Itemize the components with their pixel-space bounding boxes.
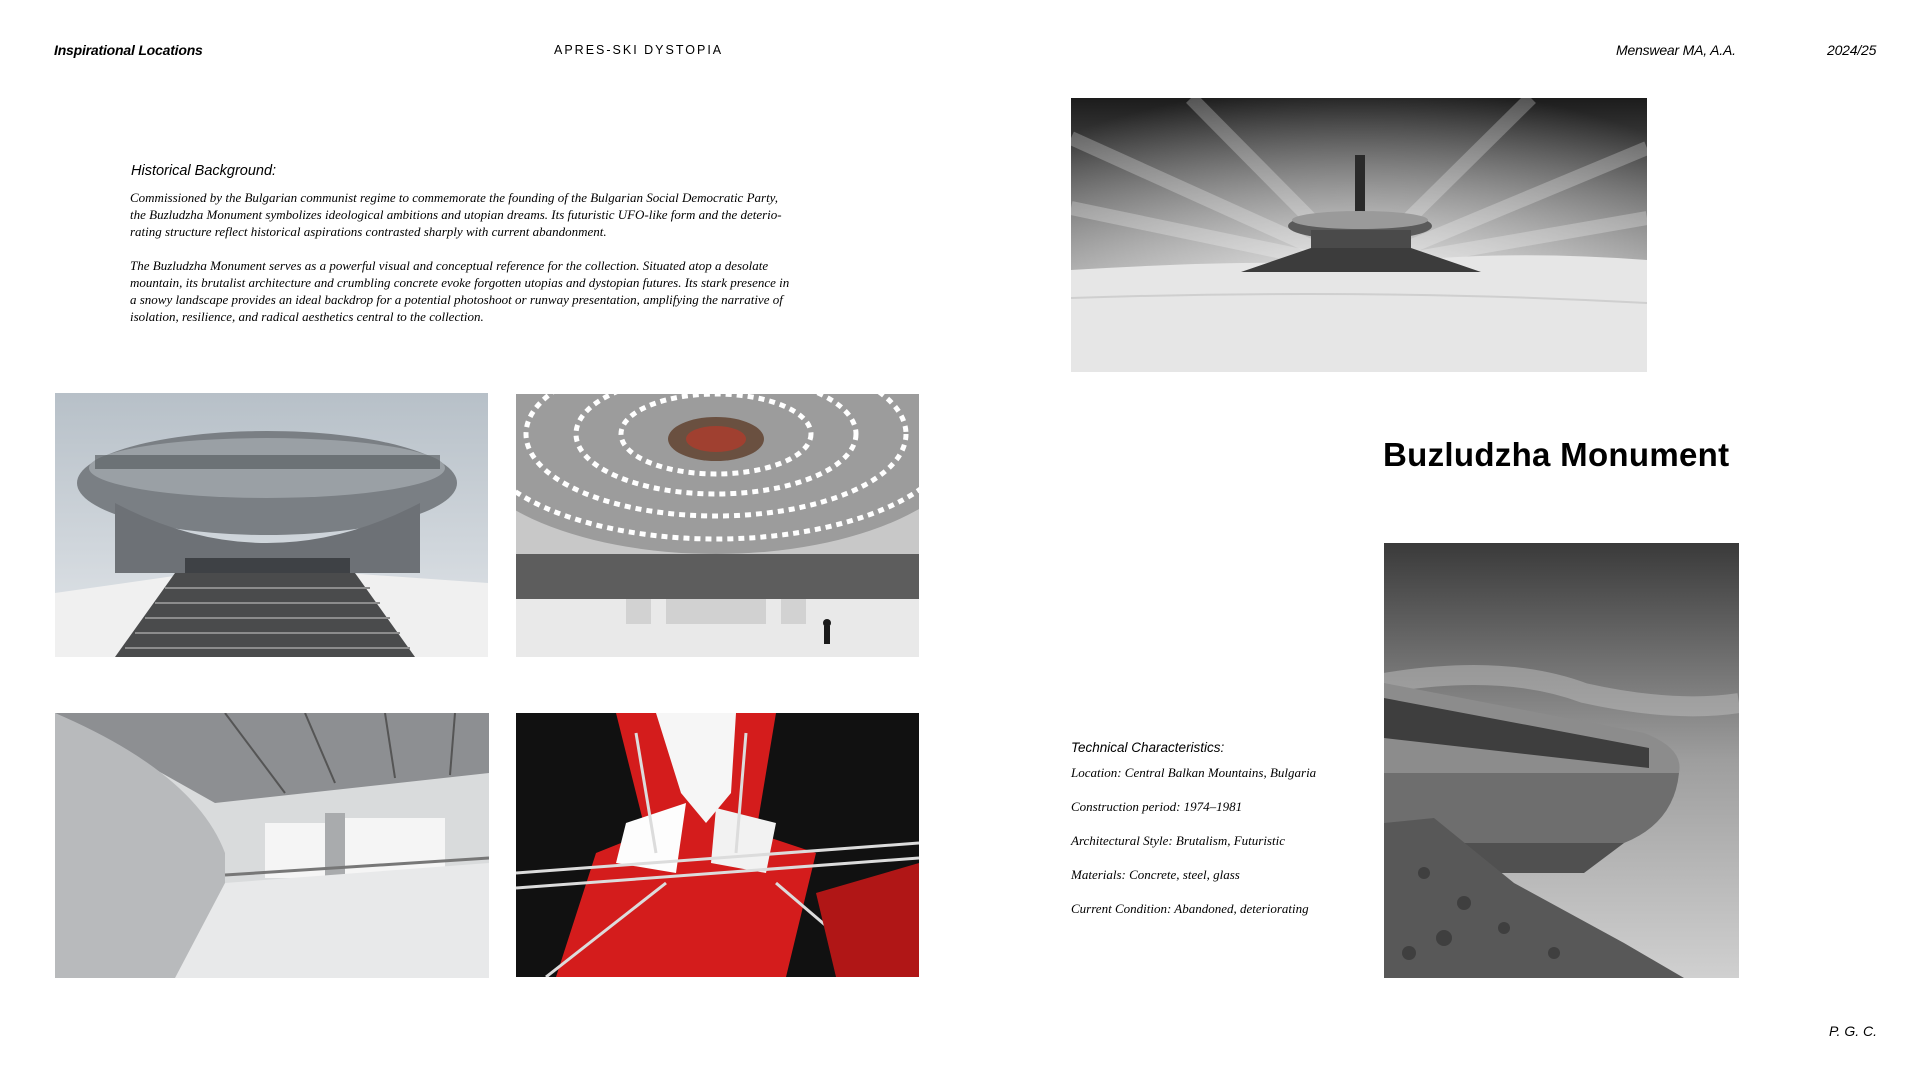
program-label: Menswear MA, A.A. [1616,42,1736,58]
text-line: rating structure reflect historical aspirations contrasted sharply with current abandonment. [130,224,607,239]
monument-title: Buzludzha Monument [1383,436,1730,473]
list-item: Location: Central Balkan Mountains, Bulgaria [1071,765,1317,780]
technical-characteristics-heading: Technical Characteristics: [1071,740,1225,755]
text-line: mountain, its brutalist architecture and crumbling concrete evoke forgotten utopias and dystopian futures. Its stark presence in [130,275,790,290]
list-item: Construction period: 1974–1981 [1071,799,1243,814]
monument-front-stairs-photo [55,393,488,657]
historical-paragraph-1 [130,189,850,240]
monument-exterior-snow-photo [1071,98,1647,372]
historical-background-heading: Historical Background: [131,163,277,179]
text-line: isolation, resilience, and radical aesthetics central to the collection. [130,309,484,324]
historical-paragraph-2 [130,257,850,325]
text-line: Commissioned by the Bulgarian communist regime to commemorate the founding of the Bulgarian Social Democratic Party, [130,190,778,205]
red-star-window-photo [516,713,919,977]
list-item: Materials: Concrete, steel, glass [1071,867,1240,882]
list-item: Current Condition: Abandoned, deteriorating [1071,901,1309,916]
year-label: 2024/25 [1827,42,1877,58]
frozen-corridor-photo [55,713,489,978]
list-item: Architectural Style: Brutalism, Futuristic [1071,833,1285,848]
section-label: Inspirational Locations [54,42,203,58]
text-line: The Buzludzha Monument serves as a powerful visual and conceptual reference for the collection. Situated atop a desolate [130,258,769,273]
text-line: a snowy landscape provides an ideal backdrop for a potential photoshoot or runway presentation, amplifying the narrative of [130,292,783,307]
technical-characteristics-list [1071,764,1316,934]
author-initials: P. G. C. [1829,1023,1877,1039]
text-line: the Buzludzha Monument symbolizes ideological ambitions and utopian dreams. Its futuristic UFO-like form and the deterio- [130,207,782,222]
monument-side-view-photo [1384,543,1739,978]
collection-title: APRES-SKI DYSTOPIA [554,43,724,57]
dome-interior-photo [516,394,919,657]
